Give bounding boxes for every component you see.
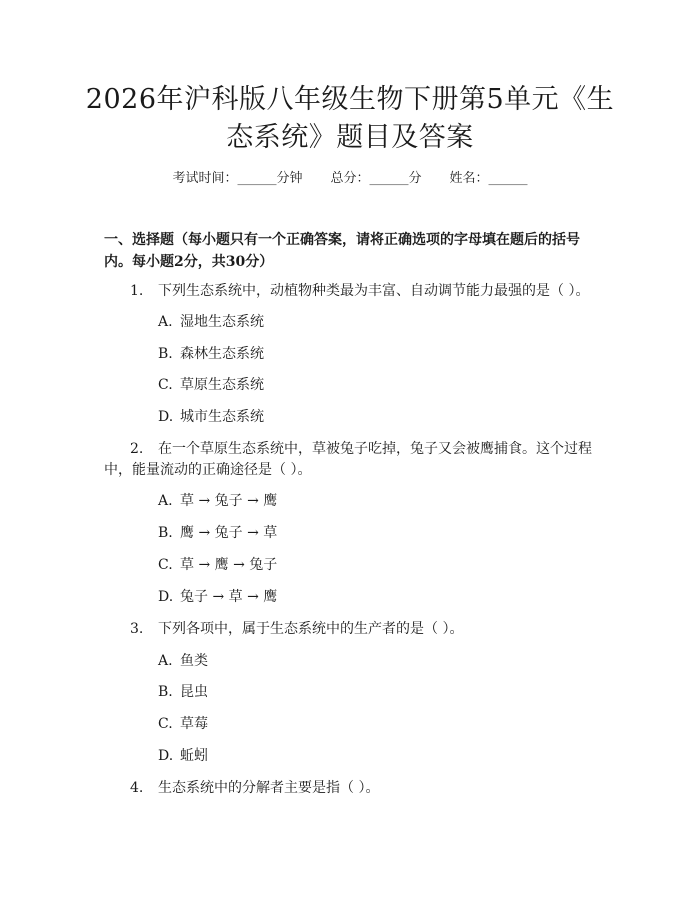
exam-time-field: 考试时间：______分钟 <box>172 171 303 186</box>
question-1-option-d <box>158 406 264 428</box>
question-text: 下列各项中，属于生态系统中的生产者的是（ ）。 <box>158 621 464 637</box>
question-number: 1. <box>130 283 144 299</box>
option-text: 湿地生态系统 <box>180 314 264 330</box>
question-text: 下列生态系统中，动植物种类最为丰富、自动调节能力最强的是（ ）。 <box>158 283 590 299</box>
question-1 <box>104 280 594 302</box>
question-text-line-2: 中，能量流动的正确途径是（ ）。 <box>104 462 312 478</box>
option-text: 草 → 鹰 → 兔子 <box>180 557 278 573</box>
option-letter: D. <box>158 589 174 605</box>
option-text: 鱼类 <box>180 653 208 669</box>
question-3-option-d <box>158 745 208 767</box>
question-2-option-c <box>158 554 277 576</box>
total-score-field: 总分：______分 <box>330 171 422 186</box>
option-letter: D. <box>158 748 174 764</box>
option-text: 昆虫 <box>180 684 208 700</box>
option-text: 森林生态系统 <box>180 346 264 362</box>
page-title-line-1: 2026年沪科版八年级生物下册第5单元《生 <box>85 84 615 115</box>
option-letter: B. <box>158 684 173 700</box>
option-text: 鹰 → 兔子 → 草 <box>180 525 278 541</box>
question-2-option-b <box>158 522 277 544</box>
question-4 <box>104 777 594 799</box>
question-3-option-a <box>158 650 208 672</box>
exam-meta <box>0 167 700 186</box>
question-1-option-b <box>158 343 264 365</box>
question-2-option-d <box>158 586 277 608</box>
page-title-line-2: 态系统》题目及答案 <box>226 122 474 153</box>
question-text-line-1: 在一个草原生态系统中，草被兔子吃掉，兔子又会被鹰捕食。这个过程 <box>158 441 592 457</box>
option-letter: C. <box>158 557 173 573</box>
option-text: 草 → 兔子 → 鹰 <box>180 493 278 509</box>
option-text: 兔子 → 草 → 鹰 <box>180 589 278 605</box>
option-letter: C. <box>158 377 173 393</box>
question-1-option-a <box>158 311 264 333</box>
question-number: 2. <box>130 441 144 457</box>
option-text: 蚯蚓 <box>180 748 208 764</box>
option-text: 城市生态系统 <box>180 409 264 425</box>
question-number: 3. <box>130 621 144 637</box>
student-name-field: 姓名：______ <box>449 171 528 186</box>
option-letter: A. <box>158 493 173 509</box>
option-letter: A. <box>158 653 173 669</box>
question-2 <box>104 438 594 460</box>
option-letter: A. <box>158 314 173 330</box>
section-heading-line-2: 内。每小题2分，共30分） <box>104 254 274 270</box>
option-text: 草莓 <box>180 716 208 732</box>
question-1-option-c <box>158 374 264 396</box>
question-2-continued <box>104 459 594 481</box>
question-3-option-c <box>158 713 208 735</box>
question-3-option-b <box>158 681 208 703</box>
option-letter: D. <box>158 409 174 425</box>
option-text: 草原生态系统 <box>180 377 264 393</box>
question-2-option-a <box>158 490 277 512</box>
question-3 <box>104 618 594 640</box>
question-number: 4. <box>130 780 144 796</box>
option-letter: C. <box>158 716 173 732</box>
option-letter: B. <box>158 525 173 541</box>
section-heading-line-1: 一、选择题（每小题只有一个正确答案，请将正确选项的字母填在题后的括号 <box>104 232 580 248</box>
option-letter: B. <box>158 346 173 362</box>
question-text: 生态系统中的分解者主要是指（ ）。 <box>158 780 380 796</box>
